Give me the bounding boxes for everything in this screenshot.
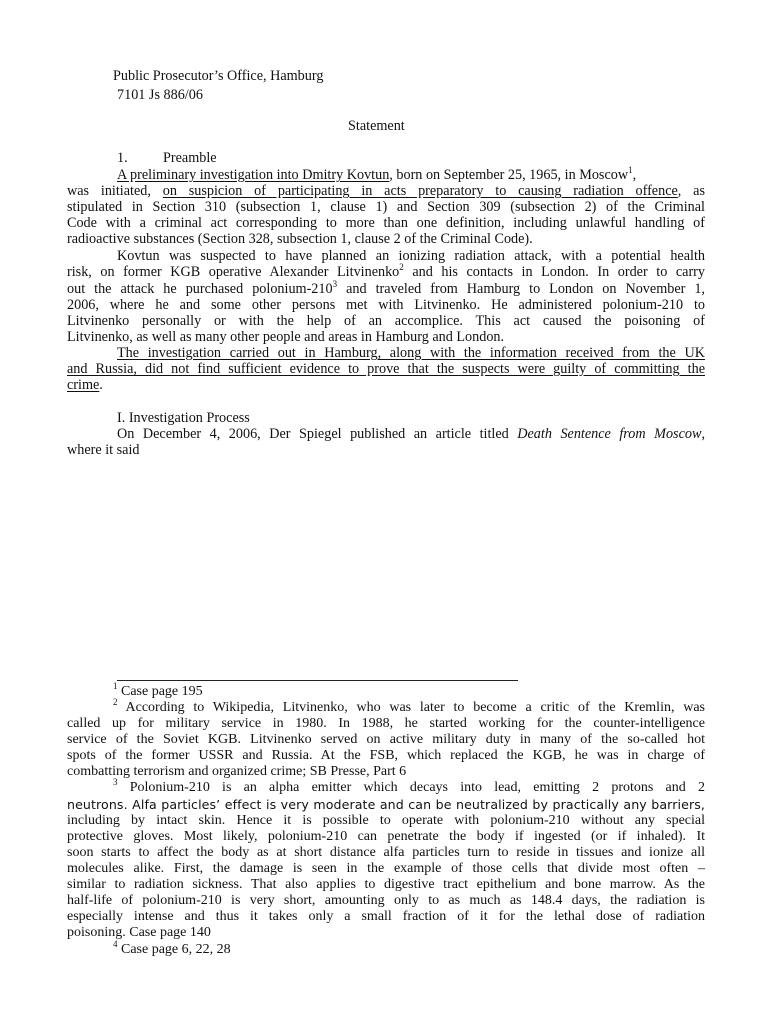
footnote-mark: 4	[113, 939, 118, 949]
footnote-3-line: poisoning. Case page 140	[67, 925, 211, 940]
footnote-mark: 3	[113, 777, 118, 787]
footnote-2-line: combatting terrorism and organized crime; SB Presse, Part 6	[67, 764, 407, 779]
footnote-text: Polonium-210 is an alpha emitter which decays into lead, emitting 2 protons and 2	[117, 780, 705, 795]
text-run: and his contacts in London. In order to carry	[403, 264, 705, 280]
footnote-mark: 3	[332, 279, 338, 289]
paragraph-line: Code with a criminal act corresponding to more than one definition, including unlawful handling of	[67, 215, 705, 231]
footnote-3-line	[113, 777, 705, 796]
paragraph-line: 2006, where he and some other persons met with Litvinenko. He administered polonium-210 to	[67, 297, 705, 313]
text-run: , as	[677, 183, 705, 199]
footnote-3-line: half-life of polonium-210 is very short, amounting only to as much as 148.4 days, the radiation is	[67, 893, 705, 908]
paragraph-line	[67, 377, 103, 394]
footnote-2-line	[113, 697, 705, 716]
footnote-separator	[117, 680, 518, 681]
paragraph-line: Litvinenko personally or with the help of an accomplice. This act caused the poisoning of	[67, 313, 705, 329]
footnote-3-line: especially intense and thus it takes only a small fraction of it for the lethal dose of radiation	[67, 909, 705, 924]
paragraph-line: where it said	[67, 442, 140, 458]
text-run: out the attack he purchased polonium-210	[67, 281, 333, 297]
text-run: risk, on former KGB operative Alexander Litvinenko	[67, 264, 400, 280]
paragraph-line: Kovtun was suspected to have planned an ionizing radiation attack, with a potential health	[117, 248, 705, 264]
text-run: was initiated,	[67, 183, 163, 199]
footnote-3-line: soon starts to affect the body as at short distance alfa particles turn to reside in tissues and ionize all	[67, 845, 705, 860]
underlined-text: A preliminary investigation into Dmitry Kovtun	[117, 167, 390, 183]
paragraph-line	[67, 183, 705, 200]
footnote-4	[113, 939, 231, 958]
footnote-3-line: similar to radiation sickness. That also applies to digestive tract epithelium and bone marrow. As the	[67, 877, 705, 892]
article-title: Death Sentence from Moscow	[517, 426, 702, 442]
footnote-3-line: neutrons. Alfa particles’ effect is very moderate and can be neutralized by practically any barriers,	[67, 797, 705, 812]
text-run: ,	[632, 167, 637, 183]
document-title: Statement	[348, 118, 405, 134]
text-run: ,	[701, 426, 705, 442]
paragraph-line	[117, 426, 705, 443]
footnote-text: According to Wikipedia, Litvinenko, who was later to become a critic of the Kremlin, was	[117, 700, 705, 715]
footnote-2-line: spots of the former USSR and Russia. At the FSB, which replaced the KGB, he was in charge of	[67, 748, 705, 763]
footnote-mark: 1	[628, 165, 633, 175]
underlined-paragraph-line: The investigation carried out in Hamburg, along with the information received from the UK	[117, 345, 705, 361]
footnote-text: Case page 6, 22, 28	[117, 942, 231, 957]
case-number: 7101 Js 886/06	[117, 87, 203, 103]
paragraph-line: stipulated in Section 310 (subsection 1, clause 1) and Section 309 (subsection 2) of the Criminal	[67, 199, 705, 215]
underlined-text: on suspicion of participating in acts preparatory to causing radiation offence	[162, 183, 678, 199]
underlined-paragraph-line: and Russia, did not find sufficient evidence to prove that the suspects were guilty of committing the	[67, 361, 705, 377]
text-run: .	[99, 377, 103, 393]
paragraph-line	[67, 264, 705, 281]
text-run: and traveled from Hamburg to London on November 1,	[337, 281, 705, 297]
footnote-3-line: including by intact skin. Hence it is possible to operate with polonium-210 without any special	[67, 813, 705, 828]
section-heading: Preamble	[163, 150, 217, 166]
text-run: On December 4, 2006, Der Spiegel published an article titled	[117, 426, 518, 442]
footnote-text: Case page 195	[117, 684, 203, 699]
paragraph-line	[117, 167, 636, 184]
footnote-3-line: protective gloves. Most likely, polonium-210 can penetrate the body if ingested (or if inhaled). It	[67, 829, 705, 844]
footnote-1	[113, 681, 203, 700]
footnote-2-line: called up for military service in 1980. In 1988, he started working for the counter-intelligence	[67, 716, 705, 731]
underlined-text: crime	[67, 377, 100, 393]
paragraph-line	[67, 281, 705, 298]
paragraph-line: Litvinenko, as well as many other people and areas in Hamburg and London.	[67, 329, 505, 345]
footnote-2-line: service of the Soviet KGB. Litvinenko served on active military duty in many of the so-called hot	[67, 732, 705, 747]
office-line: Public Prosecutor’s Office, Hamburg	[113, 68, 324, 84]
footnote-mark: 2	[399, 262, 404, 272]
footnote-3-line: molecules alike. First, the damage is seen in the example of those cells that divide most often –	[67, 861, 705, 876]
paragraph-line: radioactive substances (Section 328, subsection 1, clause 2 of the Criminal Code).	[67, 231, 533, 247]
section-heading: I. Investigation Process	[117, 410, 250, 426]
section-number: 1.	[117, 150, 128, 166]
footnote-mark: 2	[113, 697, 118, 707]
text-run: , born on September 25, 1965, in Moscow	[389, 167, 629, 183]
footnote-mark: 1	[113, 681, 118, 691]
